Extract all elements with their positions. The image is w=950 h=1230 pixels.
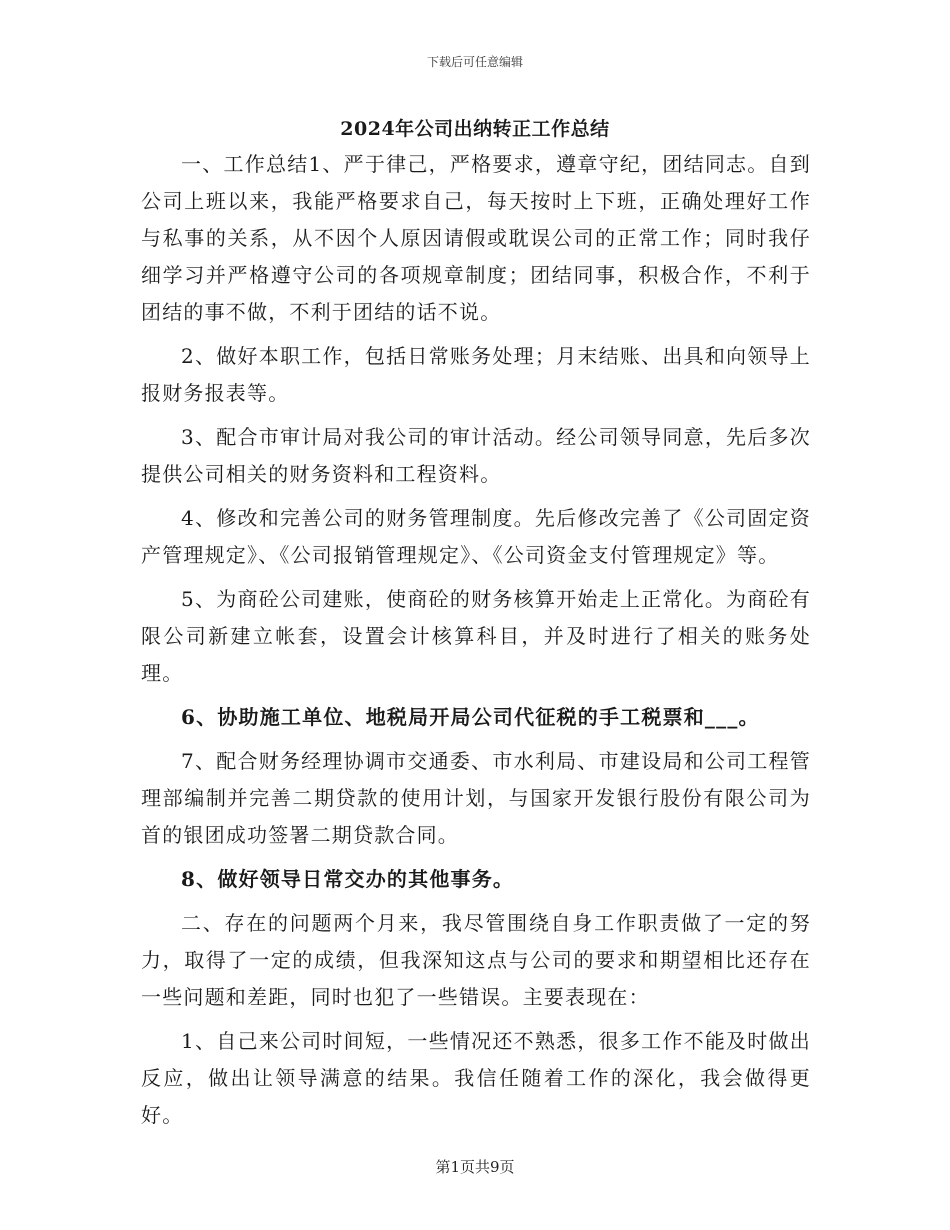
paragraph-bold: 8、做好领导日常交办的其他事务。 [181,867,515,891]
page-number-footer: 第1页共9页 [435,1158,515,1176]
paragraph: 3、配合市审计局对我公司的审计活动。经公司领导同意，先后多次提供公司相关的财务资料和工程资料。 [141,425,811,486]
paragraph: 一、工作总结1、严于律己，严格要求，遵章守纪，团结同志。自到公司上班以来，我能严格要求自己，每天按时上下班，正确处理好工作与私事的关系，从不因个人原因请假或耽误公司的正常工作；同时我仔细学习并严格遵守公司的各项规章制度；团结同事，积极合作，不利于团结的事不做，不利于团结的话不说。 [141,152,811,324]
document-title: 2024年公司出纳转正工作总结 [340,118,610,140]
paragraph: 4、修改和完善公司的财务管理制度。先后修改完善了《公司固定资产管理规定》、《公司报销管理规定》、《公司资金支付管理规定》等。 [141,506,811,567]
paragraph: 7、配合财务经理协调市交通委、市水利局、市建设局和公司工程管理部编制并完善二期贷款的使用计划，与国家开发银行股份有限公司为首的银团成功签署二期贷款合同。 [141,749,811,847]
paragraph-bold: 6、协助施工单位、地税局开局公司代征税的手工税票和___。 [181,705,760,729]
paragraph: 2、做好本职工作，包括日常账务处理；月末结账、出具和向领导上报财务报表等。 [141,344,811,405]
paragraph: 5、为商砼公司建账，使商砼的财务核算开始走上正常化。为商砼有限公司新建立帐套，设置会计核算科目，并及时进行了相关的账务处理。 [141,587,811,685]
document-body [141,146,811,1141]
paragraph: 1、自己来公司时间短，一些情况还不熟悉，很多工作不能及时做出反应，做出让领导满意的结果。我信任随着工作的深化，我会做得更好。 [141,1029,811,1127]
header-note: 下载后可任意编辑 [426,55,523,69]
paragraph: 二、存在的问题两个月来，我尽管围绕自身工作职责做了一定的努力，取得了一定的成绩，但我深知这点与公司的要求和期望相比还存在一些问题和差距，同时也犯了一些错误。主要表现在： [141,911,811,1009]
